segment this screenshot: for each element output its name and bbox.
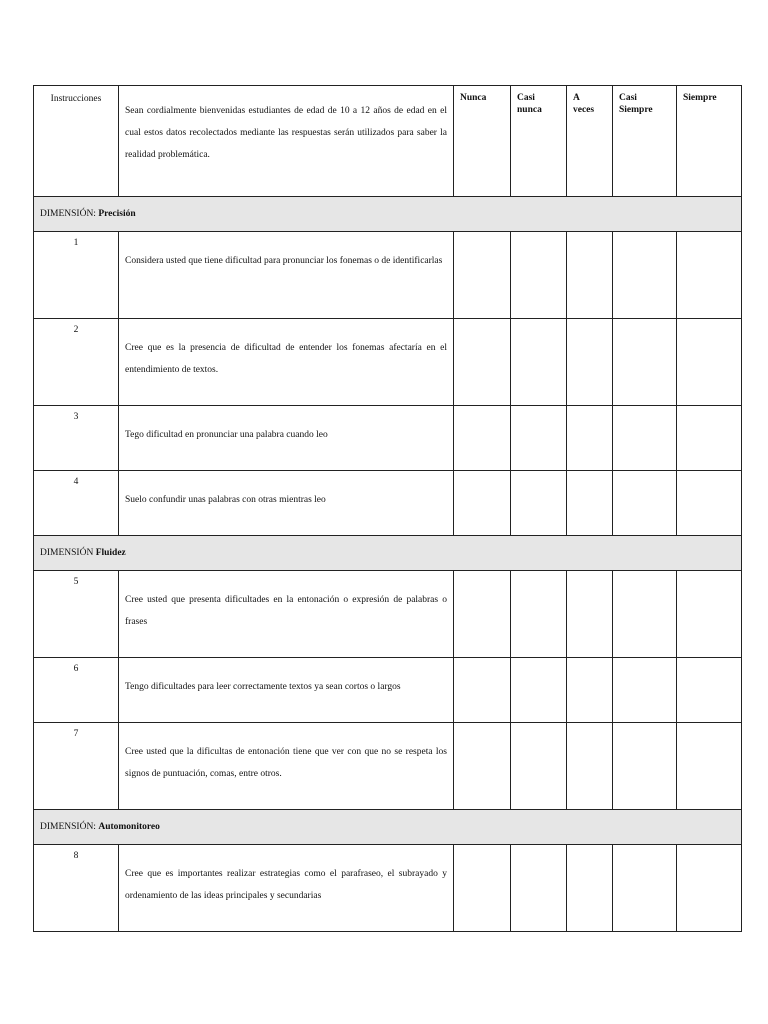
question-number: 8 bbox=[34, 845, 119, 932]
question-row bbox=[34, 232, 742, 319]
question-number: 2 bbox=[34, 319, 119, 406]
question-text: Cree que es importantes realizar estrategias como el parafraseo, el subrayado y ordenamiento de las ideas principales y secundarias bbox=[119, 845, 454, 932]
question-number: 5 bbox=[34, 571, 119, 658]
answer-cell-always[interactable] bbox=[677, 723, 742, 810]
question-number: 1 bbox=[34, 232, 119, 319]
answer-cell-always[interactable] bbox=[677, 471, 742, 536]
question-row bbox=[34, 571, 742, 658]
answer-cell-always[interactable] bbox=[677, 845, 742, 932]
answer-cell-almost-always[interactable] bbox=[613, 658, 677, 723]
question-number: 4 bbox=[34, 471, 119, 536]
answer-cell-almost-never[interactable] bbox=[511, 845, 567, 932]
answer-cell-sometimes[interactable] bbox=[567, 406, 613, 471]
question-text: Considera usted que tiene dificultad para pronunciar los fonemas o de identificarlas bbox=[119, 232, 454, 319]
answer-cell-never[interactable] bbox=[454, 658, 511, 723]
answer-cell-almost-never[interactable] bbox=[511, 406, 567, 471]
answer-cell-almost-never[interactable] bbox=[511, 658, 567, 723]
question-text: Tego dificultad en pronunciar una palabra cuando leo bbox=[119, 406, 454, 471]
scale-sometimes: A veces bbox=[567, 86, 613, 197]
answer-cell-never[interactable] bbox=[454, 571, 511, 658]
answer-cell-almost-always[interactable] bbox=[613, 232, 677, 319]
question-number: 3 bbox=[34, 406, 119, 471]
header-row bbox=[34, 86, 742, 197]
answer-cell-almost-never[interactable] bbox=[511, 571, 567, 658]
question-text: Tengo dificultades para leer correctamente textos ya sean cortos o largos bbox=[119, 658, 454, 723]
question-row bbox=[34, 406, 742, 471]
question-row bbox=[34, 319, 742, 406]
dimension-self-monitoring: DIMENSIÓN: Automonitoreo bbox=[34, 810, 742, 845]
answer-cell-almost-always[interactable] bbox=[613, 319, 677, 406]
answer-cell-sometimes[interactable] bbox=[567, 232, 613, 319]
answer-cell-almost-always[interactable] bbox=[613, 845, 677, 932]
answer-cell-never[interactable] bbox=[454, 471, 511, 536]
dimension-fluency: DIMENSIÓN Fluidez bbox=[34, 536, 742, 571]
dimension-row bbox=[34, 536, 742, 571]
question-row bbox=[34, 658, 742, 723]
scale-never: Nunca bbox=[454, 86, 511, 197]
answer-cell-almost-never[interactable] bbox=[511, 319, 567, 406]
instructions-text: Sean cordialmente bienvenidas estudiantes de edad de 10 a 12 años de edad en el cual estos datos recolectados mediante las respuestas serán utilizados para saber la realidad problemática. bbox=[119, 86, 454, 197]
question-number: 6 bbox=[34, 658, 119, 723]
answer-cell-sometimes[interactable] bbox=[567, 471, 613, 536]
answer-cell-sometimes[interactable] bbox=[567, 658, 613, 723]
answer-cell-always[interactable] bbox=[677, 571, 742, 658]
scale-always: Siempre bbox=[677, 86, 742, 197]
answer-cell-sometimes[interactable] bbox=[567, 571, 613, 658]
scale-almost-always: Casi Siempre bbox=[613, 86, 677, 197]
answer-cell-sometimes[interactable] bbox=[567, 845, 613, 932]
dimension-precision: DIMENSIÓN: Precisión bbox=[34, 197, 742, 232]
answer-cell-almost-always[interactable] bbox=[613, 406, 677, 471]
answer-cell-always[interactable] bbox=[677, 319, 742, 406]
answer-cell-always[interactable] bbox=[677, 232, 742, 319]
answer-cell-always[interactable] bbox=[677, 406, 742, 471]
answer-cell-never[interactable] bbox=[454, 406, 511, 471]
answer-cell-almost-always[interactable] bbox=[613, 471, 677, 536]
answer-cell-always[interactable] bbox=[677, 658, 742, 723]
answer-cell-never[interactable] bbox=[454, 723, 511, 810]
answer-cell-almost-always[interactable] bbox=[613, 571, 677, 658]
answer-cell-sometimes[interactable] bbox=[567, 723, 613, 810]
dimension-row bbox=[34, 810, 742, 845]
answer-cell-never[interactable] bbox=[454, 845, 511, 932]
answer-cell-never[interactable] bbox=[454, 232, 511, 319]
question-row bbox=[34, 723, 742, 810]
answer-cell-sometimes[interactable] bbox=[567, 319, 613, 406]
answer-cell-almost-always[interactable] bbox=[613, 723, 677, 810]
question-text: Cree usted que la dificultas de entonación tiene que ver con que no se respeta los signos de puntuación, comas, entre otros. bbox=[119, 723, 454, 810]
answer-cell-almost-never[interactable] bbox=[511, 723, 567, 810]
question-text: Cree usted que presenta dificultades en la entonación o expresión de palabras o frases bbox=[119, 571, 454, 658]
survey-table bbox=[33, 85, 742, 932]
instructions-label: Instrucciones bbox=[34, 86, 119, 197]
question-row bbox=[34, 845, 742, 932]
answer-cell-almost-never[interactable] bbox=[511, 471, 567, 536]
question-text: Cree que es la presencia de dificultad de entender los fonemas afectaría en el entendimiento de textos. bbox=[119, 319, 454, 406]
question-row bbox=[34, 471, 742, 536]
scale-almost-never: Casi nunca bbox=[511, 86, 567, 197]
question-number: 7 bbox=[34, 723, 119, 810]
question-text: Suelo confundir unas palabras con otras mientras leo bbox=[119, 471, 454, 536]
dimension-row bbox=[34, 197, 742, 232]
answer-cell-never[interactable] bbox=[454, 319, 511, 406]
answer-cell-almost-never[interactable] bbox=[511, 232, 567, 319]
